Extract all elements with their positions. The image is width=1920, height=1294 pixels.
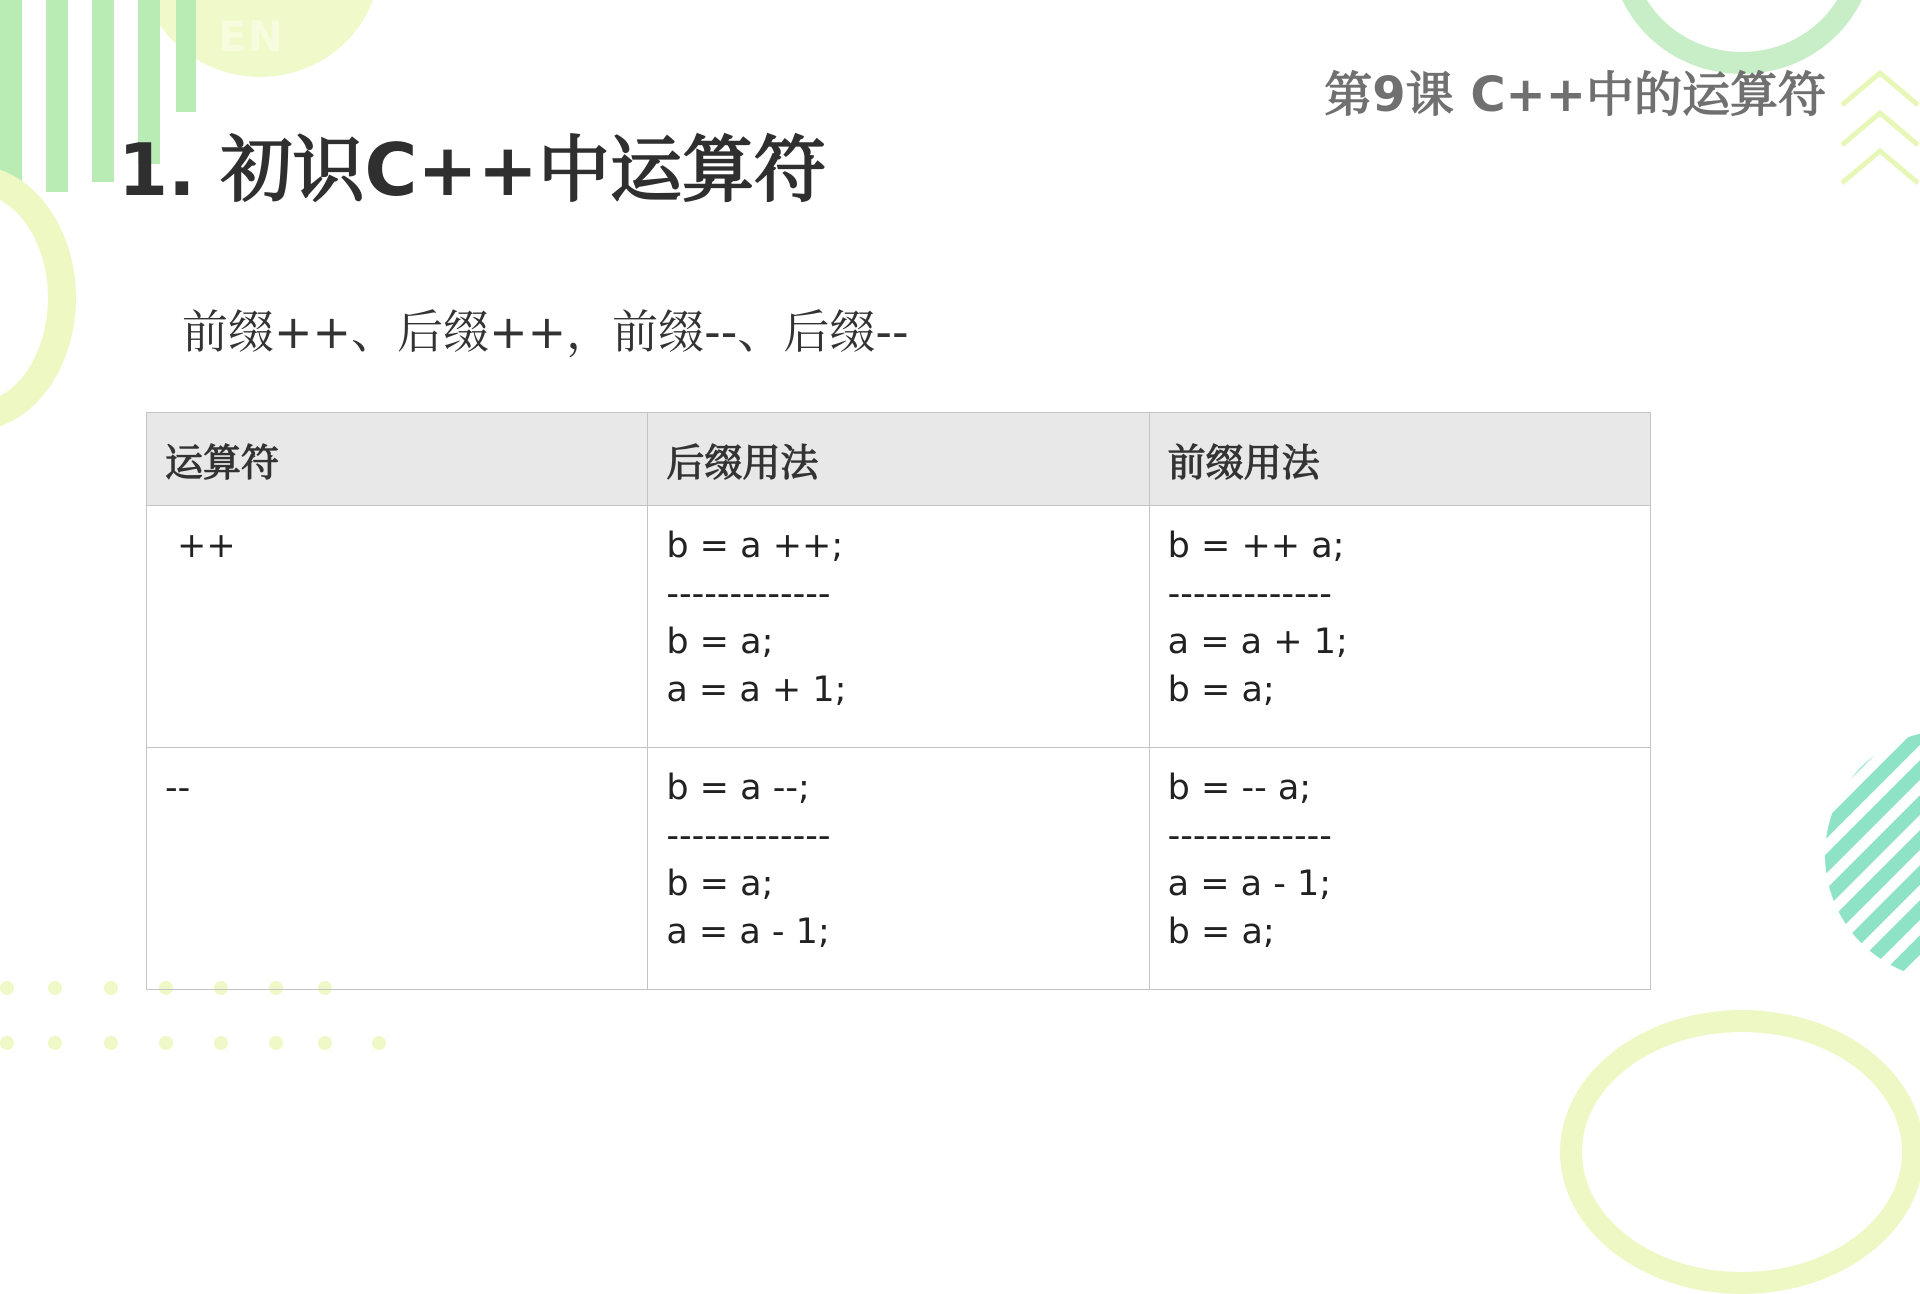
decorative-stripe [92, 0, 114, 182]
lesson-title: 第9课 C++中的运算符 [1324, 67, 1826, 123]
decorative-stripe [46, 0, 68, 192]
subtitle: 前缀++、后缀++，前缀--、后缀-- [182, 305, 909, 359]
code-line: a = a - 1; [666, 912, 830, 952]
code-separator: ------------- [666, 574, 831, 614]
postfix-cell [648, 506, 1149, 748]
operator-symbol: -- [165, 768, 191, 808]
code-line: b = a; [666, 864, 774, 904]
code-line: b = a; [666, 622, 774, 662]
column-header-operator: 运算符 [147, 413, 648, 506]
prefix-cell [1149, 506, 1650, 748]
decorative-ring [0, 165, 76, 431]
table-row [147, 748, 1651, 990]
decorative-ring [1560, 1010, 1920, 1294]
table-header-row [147, 413, 1651, 506]
code-line: a = a + 1; [666, 670, 847, 710]
code-line: b = a ++; [666, 526, 844, 566]
decorative-stripe [0, 0, 22, 192]
code-line: b = a --; [666, 768, 810, 808]
code-line: a = a - 1; [1167, 864, 1332, 904]
operator-cell [147, 506, 648, 748]
code-separator: ------------- [666, 816, 831, 856]
code-separator: ------------- [1167, 574, 1332, 614]
decorative-stripe [176, 0, 196, 112]
code-line: b = a; [1167, 912, 1275, 952]
page-title: 1. 初识C++中运算符 [118, 128, 827, 212]
column-header-prefix: 前缀用法 [1149, 413, 1650, 506]
operator-cell [147, 748, 648, 990]
code-separator: ------------- [1167, 816, 1332, 856]
postfix-cell [648, 748, 1149, 990]
column-header-postfix: 后缀用法 [648, 413, 1149, 506]
striped-circle-icon [1820, 730, 1920, 980]
code-line: b = a; [1167, 670, 1275, 710]
code-line: a = a + 1; [1167, 622, 1348, 662]
table-row [147, 506, 1651, 748]
prefix-cell [1149, 748, 1650, 990]
watermark-text: EN [218, 12, 284, 61]
code-line: b = ++ a; [1167, 526, 1345, 566]
operator-table [146, 412, 1651, 990]
operator-symbol: ++ [177, 526, 236, 566]
chevron-pattern-icon [1840, 55, 1920, 185]
code-line: b = -- a; [1167, 768, 1312, 808]
